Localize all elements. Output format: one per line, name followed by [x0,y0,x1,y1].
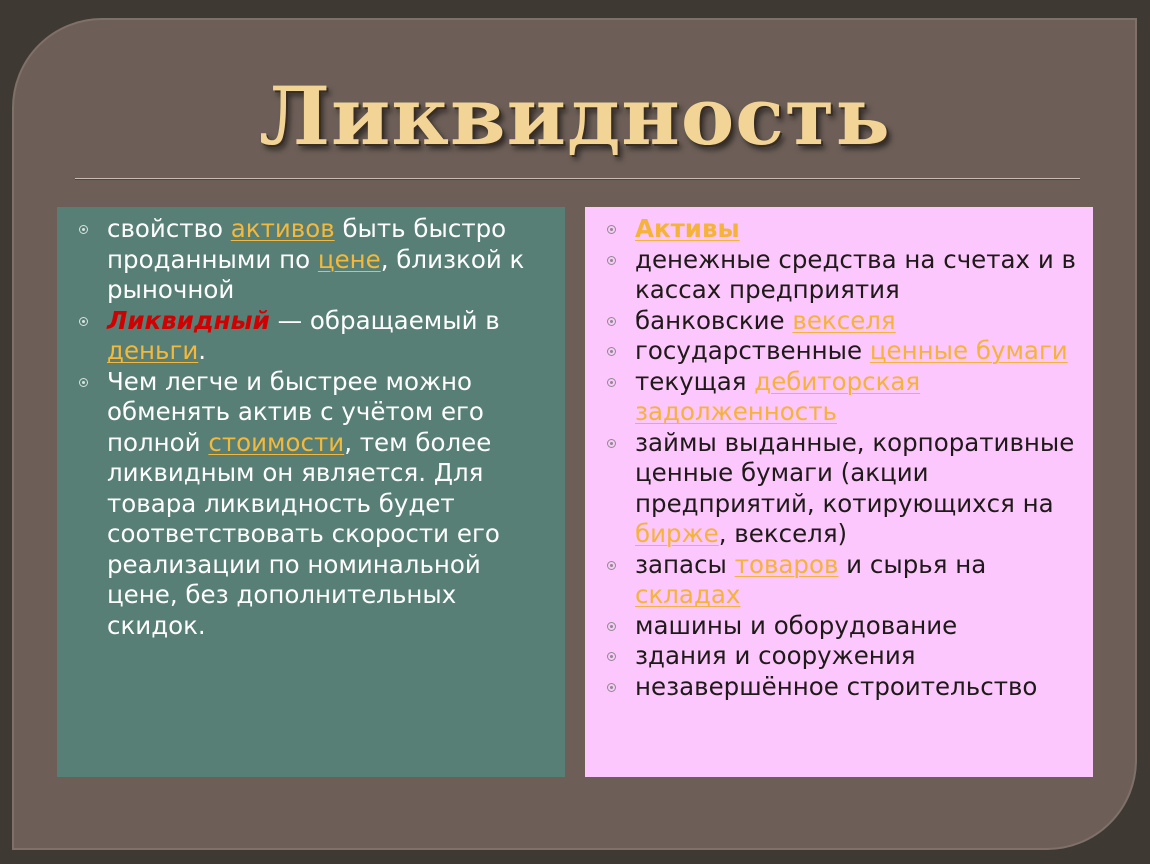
asset-item: запасы товаров и сырья на складах [605,550,1090,611]
assets-heading-item [605,214,1090,245]
asset-item: незавершённое строительство [605,672,1090,703]
bullet-icon [607,317,616,326]
asset-item: денежные средства на счетах и в кассах предприятия [605,245,1090,306]
definition-panel [57,207,565,777]
bullet-icon [607,652,616,661]
bullet-icon [607,439,616,448]
term-likvidnyj: Ликвидный [107,305,270,335]
asset-item: здания и сооружения [605,641,1090,672]
asset-item: государственные ценные бумаги [605,336,1090,367]
definition-list [77,214,557,641]
link-stoimosti[interactable]: стоимости [208,427,345,457]
assets-panel [585,207,1093,777]
link-aktivov[interactable]: активов [230,214,335,243]
link-cene[interactable]: цене [317,244,381,274]
link-aktivy-heading[interactable]: Активы [635,214,740,243]
definition-item: Ликвидный — обращаемый в деньги. [77,306,557,367]
bullet-icon [79,225,88,234]
bullet-icon [607,683,616,692]
link-cennye-bumagi[interactable]: ценные бумаги [869,336,1068,365]
link-tovarov[interactable]: товаров [734,549,839,579]
bullet-icon [607,225,616,234]
asset-item: машины и оборудование [605,611,1090,642]
title-divider [75,178,1080,180]
link-birzhe[interactable]: бирже [635,519,719,548]
bullet-icon [79,317,88,326]
assets-list [605,214,1090,702]
asset-item: займы выданные, корпоративные ценные бумаги (акции предприятий, котирующихся на бирже, векселя) [605,428,1090,550]
asset-item: банковские векселя [605,306,1090,337]
asset-item: текущая дебиторская задолженность [605,367,1090,428]
link-skladah[interactable]: складах [635,580,741,609]
bullet-icon [79,378,88,387]
bullet-icon [607,347,616,356]
definition-item: свойство активов быть быстро проданными по цене, близкой к рыночной [77,214,557,306]
bullet-icon [607,561,616,570]
link-dengi[interactable]: деньги [107,336,199,365]
slide-title: Ликвидность [259,69,891,163]
bullet-icon [607,622,616,631]
link-vekselya[interactable]: векселя [792,305,896,335]
definition-item: Чем легче и быстрее можно обменять актив с учётом его полной стоимости, тем более ликвидным он является. Для товара ликвидность будет соответствовать скорости его реализации по номинальной цене, без дополнительных скидок. [77,367,557,642]
link-debitorskaya-zadolzhennost[interactable]: дебиторская задолженность [635,366,921,426]
bullet-icon [607,256,616,265]
bullet-icon [607,378,616,387]
